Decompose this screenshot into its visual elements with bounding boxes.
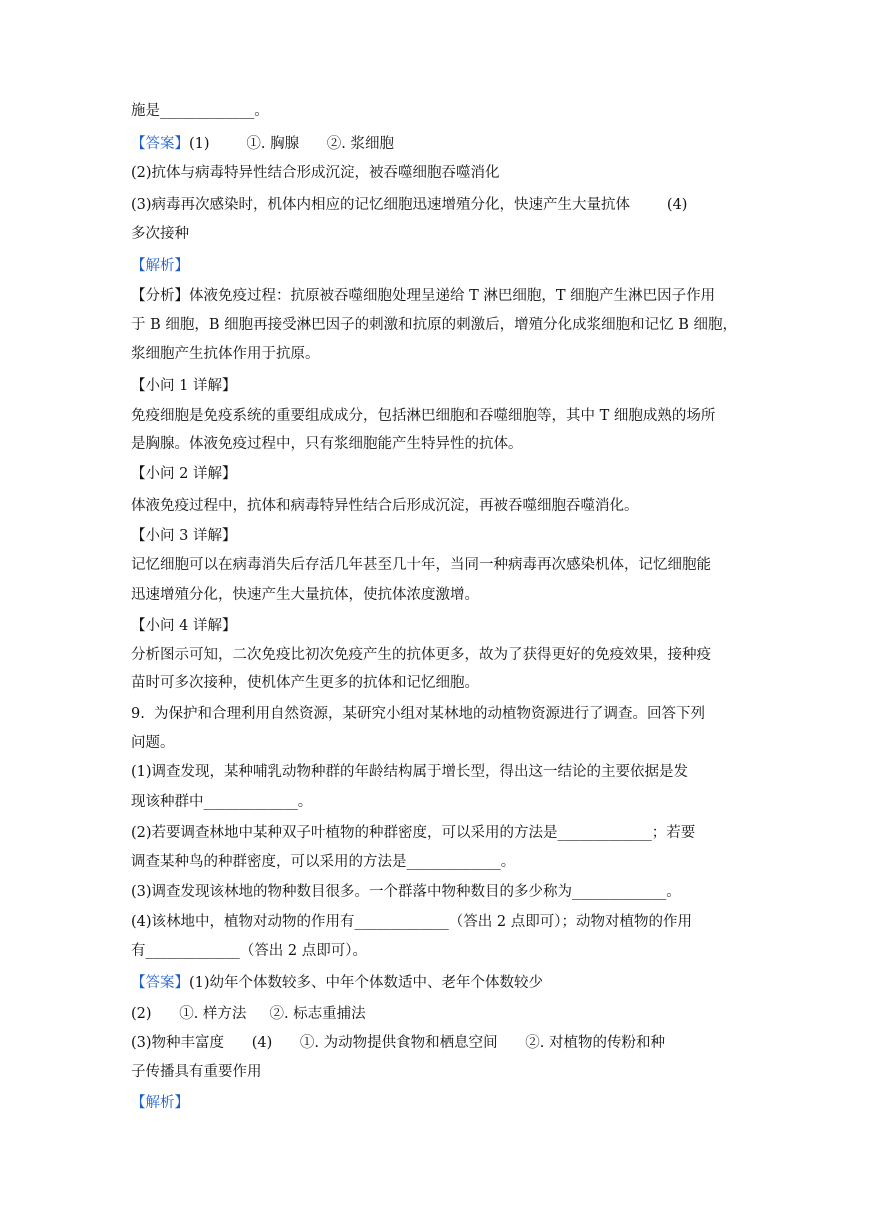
text-line xyxy=(131,941,741,961)
text-line xyxy=(131,882,741,902)
text-run: 于 B 细胞，B 细胞再接受淋巴因子的刺激和抗原的刺激后，增殖分化成浆细胞和记忆 B 细胞， xyxy=(131,317,738,333)
text-line xyxy=(131,733,741,753)
text-line xyxy=(131,645,741,665)
text-line xyxy=(131,616,741,636)
text-run: 迅速增殖分化，快速产生大量抗体，使抗体浓度激增。 xyxy=(131,587,479,603)
text-line xyxy=(131,1004,741,1024)
text-run: (2)抗体与病毒特异性结合形成沉淀，被吞噬细胞吞噬消化 xyxy=(131,165,500,181)
section-label: 【解析】 xyxy=(131,1095,189,1111)
text-run: 9. 为保护和合理利用自然资源，某研究小组对某林地的动植物资源进行了调查。回答下列 xyxy=(131,706,706,722)
text-line xyxy=(131,134,741,154)
text-line xyxy=(131,195,741,215)
text-line xyxy=(131,792,741,812)
text-line xyxy=(131,434,741,454)
text-run: 体液免疫过程中，抗体和病毒特异性结合后形成沉淀，再被吞噬细胞吞噬消化。 xyxy=(131,498,639,514)
text-line xyxy=(131,376,741,396)
text-run: (1)调查发现，某种哺乳动物种群的年龄结构属于增长型，得出这一结论的主要依据是发 xyxy=(131,764,689,780)
text-line xyxy=(131,496,741,516)
text-line xyxy=(131,464,741,484)
section-label: 【答案】 xyxy=(131,975,189,991)
text-run: 【小问 2 详解】 xyxy=(131,466,237,482)
text-run: (2)若要调查林地中某种双子叶植物的种群密度，可以采用的方法是_____________；若要 xyxy=(131,825,696,841)
text-run: 施是_____________。 xyxy=(131,103,269,119)
text-line xyxy=(131,1033,741,1053)
text-line xyxy=(131,286,741,306)
section-label: 【答案】 xyxy=(131,136,189,152)
text-run: 【小问 3 详解】 xyxy=(131,528,237,544)
text-line xyxy=(131,762,741,782)
text-line xyxy=(131,823,741,843)
text-line xyxy=(131,1093,741,1113)
text-run: 问题。 xyxy=(131,735,175,751)
text-line xyxy=(131,224,741,244)
text-line xyxy=(131,101,741,121)
text-line xyxy=(131,973,741,993)
text-run: (1)幼年个体数较多、中年个体数适中、老年个体数较少 xyxy=(189,975,544,991)
text-run: 苗时可多次接种，使机体产生更多的抗体和记忆细胞。 xyxy=(131,675,479,691)
text-line xyxy=(131,585,741,605)
text-run: (3)物种丰富度 (4) ①. 为动物提供食物和栖息空间 ②. 对植物的传粉和种 xyxy=(131,1035,665,1051)
text-run: (1) ①. 胸腺 ②. 浆细胞 xyxy=(189,136,395,152)
section-label: 【解析】 xyxy=(131,258,189,274)
text-run: 现该种群中_____________。 xyxy=(131,794,313,810)
text-line xyxy=(131,912,741,932)
text-run: 【小问 1 详解】 xyxy=(131,378,237,394)
text-run: 多次接种 xyxy=(131,226,189,242)
text-run: (4)该林地中，植物对动物的作用有_____________（答出 2 点即可）；动物对植物的作用 xyxy=(131,914,692,930)
text-run: 【小问 4 详解】 xyxy=(131,618,237,634)
text-run: (3)调查发现该林地的物种数目很多。一个群落中物种数目的多少称为_____________。 xyxy=(131,884,681,900)
text-line xyxy=(131,555,741,575)
text-run: (3)病毒再次感染时，机体内相应的记忆细胞迅速增殖分化，快速产生大量抗体 (4) xyxy=(131,197,688,213)
text-line xyxy=(131,526,741,546)
text-line xyxy=(131,406,741,426)
text-run: (2) ①. 样方法 ②. 标志重捕法 xyxy=(131,1006,366,1022)
text-run: 调查某种鸟的种群密度，可以采用的方法是_____________。 xyxy=(131,854,516,870)
text-line xyxy=(131,344,741,364)
text-line xyxy=(131,1062,741,1082)
text-line xyxy=(131,256,741,276)
text-run: 记忆细胞可以在病毒消失后存活几年甚至几十年，当同一种病毒再次感染机体，记忆细胞能 xyxy=(131,557,711,573)
text-run: 是胸腺。体液免疫过程中，只有浆细胞能产生特异性的抗体。 xyxy=(131,436,523,452)
text-run: 有_____________（答出 2 点即可）。 xyxy=(131,943,367,959)
text-run: 子传播具有重要作用 xyxy=(131,1064,262,1080)
text-run: 免疫细胞是免疫系统的重要组成成分，包括淋巴细胞和吞噬细胞等，其中 T 细胞成熟的场所 xyxy=(131,408,716,424)
text-run: 浆细胞产生抗体作用于抗原。 xyxy=(131,346,320,362)
text-line xyxy=(131,852,741,872)
text-line xyxy=(131,163,741,183)
text-line xyxy=(131,704,741,724)
text-run: 【分析】体液免疫过程：抗原被吞噬细胞处理呈递给 T 淋巴细胞，T 细胞产生淋巴因子作用 xyxy=(131,288,716,304)
text-run: 分析图示可知，二次免疫比初次免疫产生的抗体更多，故为了获得更好的免疫效果，接种疫 xyxy=(131,647,711,663)
text-line xyxy=(131,673,741,693)
text-line xyxy=(131,315,741,335)
